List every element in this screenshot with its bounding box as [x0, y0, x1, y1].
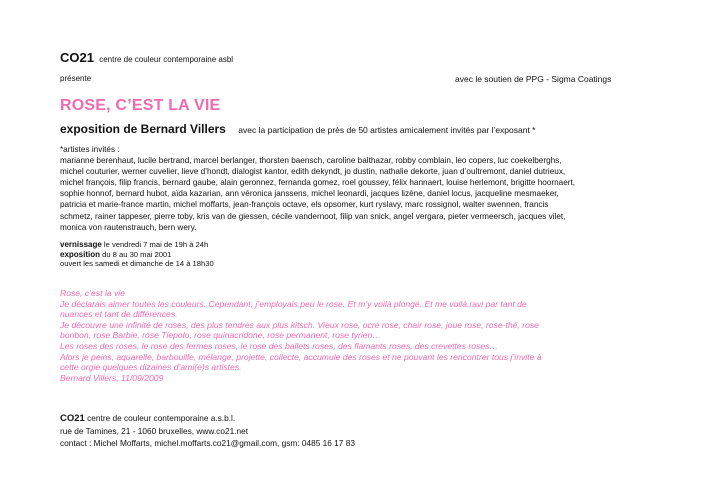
artists-line: schmetz, rainer tappeser, pierre toby, kris van de giessen, cécile vandernoot, filip van snick, angel vergara, pieter vermeersch, jacques vilet,	[60, 211, 566, 221]
brand-description: centre de couleur contemporaine asbl	[99, 55, 234, 64]
artists-line: patricia et marie-france martin, michel moffarts, jean-françois octave, els opsomer, kurt ryslavy, marc rossignol, walter swennen, francis	[60, 200, 549, 210]
artists-line: sophie honnof, bernard hubot, aïda kazarian, ann véronica janssens, michel leonardi, jacques lizène, daniel locus, jacqueline mesmaeker,	[60, 189, 559, 199]
exhibition-title: ROSE, C’EST LA VIE	[60, 97, 221, 114]
dates-block	[60, 240, 214, 269]
poem-signature: Bernard Villers, 11/09/2009	[60, 372, 164, 383]
header-brand	[60, 50, 233, 65]
exposition-label: exposition	[60, 249, 101, 259]
exposition-subtitle: avec la participation de près de 50 artistes amicalement invités par l’exposant *	[238, 125, 536, 135]
footer-brand-name: CO21	[60, 413, 85, 424]
exposition-line	[60, 120, 535, 138]
poem-line: Les roses des roses, le rose des fermes roses, le rose des ballets roses, des flamants roses, des crevettes roses…	[60, 340, 498, 351]
exposition-title: exposition de Bernard Villers	[60, 122, 226, 136]
opening-hours: ouvert les samedi et dimanche de 14 à 18h30	[60, 259, 214, 269]
poem-line: Alors je peins, aquarelle, barbouille, mélange, projette, collecte, accumule des roses et ne pouvant les rencontrer tous j’invite à	[60, 351, 542, 362]
footer-block	[60, 412, 355, 450]
poem-title: Rose, c’est la vie	[60, 288, 125, 298]
footer-address: rue de Tamines, 21 - 1060 bruxelles, www.co21.net	[60, 426, 249, 437]
poem-line: nuances et tant de différences.	[60, 309, 178, 320]
vernissage-text: le vendredi 7 mai de 19h à 24h	[101, 240, 209, 249]
artists-line: michel françois, filip francis, bernard gaube, alain geronnez, fernanda gomez, roel goussey, félix hannaert, louise herlemont, brigitte hoornaert,	[60, 178, 576, 188]
footer-brand-description: centre de couleur contemporaine a.s.b.l.	[84, 413, 236, 423]
vernissage-label: vernissage	[60, 240, 102, 249]
poem-line: bonbon, rose Barbie, rose Tiepolo, rose quinacridone, rose permanent, rose tyrien…	[60, 330, 381, 341]
poem-block	[60, 288, 542, 383]
vernissage-line	[60, 240, 214, 250]
artists-line: marianne berenhaut, lucile bertrand, marcel berlanger, thorsten baensch, caroline balthazar, robby comblain, leo copers, luc coekelberghs,	[60, 156, 562, 166]
exposition-dates-line	[60, 250, 214, 260]
artists-list	[60, 144, 575, 233]
footer-brand	[60, 412, 355, 425]
sponsor-text: avec le soutien de PPG - Sigma Coatings	[455, 74, 612, 84]
artists-line: monica von rautenstrauch, bern wery.	[60, 222, 197, 232]
presente-text: présente	[60, 74, 92, 83]
artists-line: michel couturier, werner cuvelier, lieve d’hondt, dialogist kantor, edith dekyndt, jo dustin, nathalie dekorte, juan d’oultremont, daniel dutrieux,	[60, 167, 566, 177]
footer-contact: contact : Michel Moffarts, michel.moffarts.co21@gmail.com, gsm: 0485 16 17 83	[60, 438, 355, 449]
poem-line: Je découvre une infinité de roses, des plus tendres aux plus kitsch. Vieux rose, ocre rose, chair rose, joue rose, rose-thé, rose	[60, 319, 539, 330]
poem-line: Je déclarais aimer toutes les couleurs. Cependant, j’employais peu le rose. Et m’y voilà plongé. Et me voilà ravi par tant de	[60, 298, 527, 309]
brand-name: CO21	[60, 50, 94, 65]
exposition-dates-text: du 8 au 30 mai 2001	[100, 249, 172, 259]
artists-line: *artistes invités :	[60, 145, 120, 154]
poem-line: cette orgie quelques dizaines d’ami(e)s artistes.	[60, 362, 242, 373]
